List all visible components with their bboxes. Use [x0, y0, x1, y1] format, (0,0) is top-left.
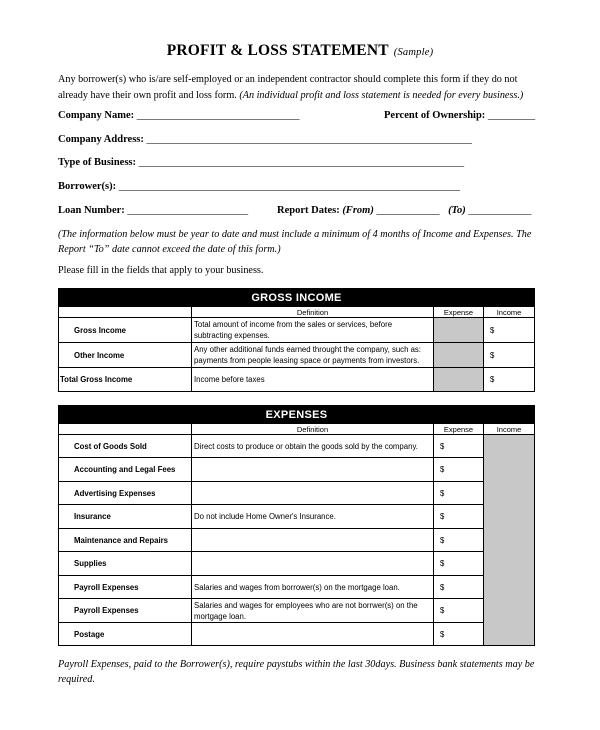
- company-address-blank[interactable]: ______________________________________________________________: [146, 134, 472, 145]
- title-sample: (Sample): [393, 47, 434, 58]
- row-label: Accounting and Legal Fees: [59, 458, 192, 482]
- report-to-label: (To): [448, 205, 466, 216]
- expense-cell[interactable]: $: [434, 435, 484, 458]
- table-row: [59, 576, 535, 599]
- row-label: Advertising Expenses: [59, 482, 192, 505]
- loan-number-label: Loan Number:: [58, 205, 125, 216]
- row-definition: Total amount of income from the sales or services, before subtracting expenses.: [192, 318, 434, 343]
- table-row: [59, 343, 535, 368]
- date-requirement-note: (The information below must be year to date and must include a minimum of 4 months of Income and Expenses. The Report “To” date cannot exceed the date of this form.): [58, 229, 532, 255]
- income-cell[interactable]: $: [484, 343, 535, 368]
- business-type-blank[interactable]: ______________________________________________________________: [138, 157, 465, 168]
- expense-cell-shaded: [434, 343, 484, 368]
- row-label: Total Gross Income: [59, 368, 192, 392]
- company-name-label: Company Name:: [58, 110, 135, 121]
- expenses-table: [58, 405, 535, 646]
- form-title: [0, 42, 600, 60]
- row-label: Supplies: [59, 552, 192, 576]
- row-label: Payroll Expenses: [59, 599, 192, 623]
- expenses-header-row: [59, 406, 535, 424]
- column-definition: Definition: [192, 424, 434, 435]
- row-definition: [192, 458, 434, 482]
- row-definition: [192, 552, 434, 576]
- row-definition: Salaries and wages from borrower(s) on the mortgage loan.: [192, 576, 434, 599]
- column-income: Income: [484, 424, 535, 435]
- row-definition: Direct costs to produce or obtain the goods sold by the company.: [192, 435, 434, 458]
- gross-income-column-headers: [59, 307, 535, 318]
- report-from-blank[interactable]: ____________: [376, 205, 440, 216]
- row-label: Other Income: [59, 343, 192, 368]
- expenses-header: EXPENSES: [59, 406, 535, 424]
- income-cell-shaded: [484, 435, 535, 646]
- ownership-field[interactable]: [384, 110, 535, 121]
- income-cell[interactable]: $: [484, 318, 535, 343]
- report-to-blank[interactable]: ____________: [468, 205, 532, 216]
- table-row: [59, 623, 535, 646]
- column-expense: Expense: [434, 424, 484, 435]
- company-address-field[interactable]: [58, 134, 472, 145]
- expense-cell[interactable]: $: [434, 505, 484, 529]
- table-row: [59, 599, 535, 623]
- intro-plain: Any borrower(s) who is/are self-employed or an independent contractor should complete this form if they do not already have their own profit and loss form.: [58, 74, 518, 101]
- borrowers-label: Borrower(s):: [58, 181, 117, 192]
- row-definition: [192, 482, 434, 505]
- business-type-field[interactable]: [58, 157, 464, 168]
- row-label: Payroll Expenses: [59, 576, 192, 599]
- table-row: [59, 318, 535, 343]
- row-label: Maintenance and Repairs: [59, 529, 192, 552]
- expense-cell[interactable]: $: [434, 623, 484, 646]
- ownership-blank[interactable]: _________: [487, 110, 536, 121]
- table-row: [59, 552, 535, 576]
- table-row: [59, 368, 535, 392]
- row-definition: Income before taxes: [192, 368, 434, 392]
- row-label: Cost of Goods Sold: [59, 435, 192, 458]
- expenses-column-headers: [59, 424, 535, 435]
- expense-cell-shaded: [434, 318, 484, 343]
- column-income: Income: [484, 307, 535, 318]
- instruction-text: Please fill in the fields that apply to your business.: [58, 265, 264, 276]
- borrowers-field[interactable]: [58, 181, 460, 192]
- company-name-field[interactable]: [58, 110, 300, 121]
- expense-cell[interactable]: $: [434, 599, 484, 623]
- payroll-note: Payroll Expenses, paid to the Borrower(s), require paystubs within the last 30days. Business bank statements may be required.: [58, 659, 535, 685]
- intro-italic: (An individual profit and loss statement is needed for every business.): [239, 89, 524, 101]
- company-address-label: Company Address:: [58, 134, 144, 145]
- blank-header-cell: [59, 307, 192, 318]
- row-definition: Do not include Home Owner's Insurance.: [192, 505, 434, 529]
- row-label: Postage: [59, 623, 192, 646]
- row-label: Insurance: [59, 505, 192, 529]
- table-row: [59, 435, 535, 458]
- gross-income-header: GROSS INCOME: [59, 289, 535, 307]
- row-definition: Any other additional funds earned throught the company, such as: payments from people leasing space or payments from investors.: [192, 343, 434, 368]
- expense-cell[interactable]: $: [434, 552, 484, 576]
- business-type-label: Type of Business:: [58, 157, 136, 168]
- row-definition: Salaries and wages for employees who are not borrwer(s) on the mortgage loan.: [192, 599, 434, 623]
- column-expense: Expense: [434, 307, 484, 318]
- report-from-label: (From): [342, 205, 374, 216]
- loan-number-blank[interactable]: _______________________: [127, 205, 249, 216]
- borrowers-blank[interactable]: _________________________________________________________________: [118, 181, 460, 192]
- gross-income-table: [58, 288, 535, 392]
- company-name-blank[interactable]: _______________________________: [136, 110, 300, 121]
- expense-cell[interactable]: $: [434, 482, 484, 505]
- table-row: [59, 458, 535, 482]
- row-definition: [192, 529, 434, 552]
- table-row: [59, 529, 535, 552]
- expense-cell[interactable]: $: [434, 576, 484, 599]
- expense-cell[interactable]: $: [434, 529, 484, 552]
- income-cell[interactable]: $: [484, 368, 535, 392]
- row-definition: [192, 623, 434, 646]
- gross-income-header-row: [59, 289, 535, 307]
- ownership-label: Percent of Ownership:: [384, 110, 486, 121]
- loan-number-field[interactable]: [58, 205, 248, 216]
- row-label: Gross Income: [59, 318, 192, 343]
- table-row: [59, 505, 535, 529]
- expense-cell-shaded: [434, 368, 484, 392]
- blank-header-cell: [59, 424, 192, 435]
- column-definition: Definition: [192, 307, 434, 318]
- intro-paragraph: [58, 72, 538, 103]
- table-row: [59, 482, 535, 505]
- expense-cell[interactable]: $: [434, 458, 484, 482]
- report-dates-label: Report Dates:: [277, 205, 340, 216]
- report-dates-field[interactable]: [277, 205, 531, 216]
- title-text: PROFIT & LOSS STATEMENT: [166, 42, 389, 59]
